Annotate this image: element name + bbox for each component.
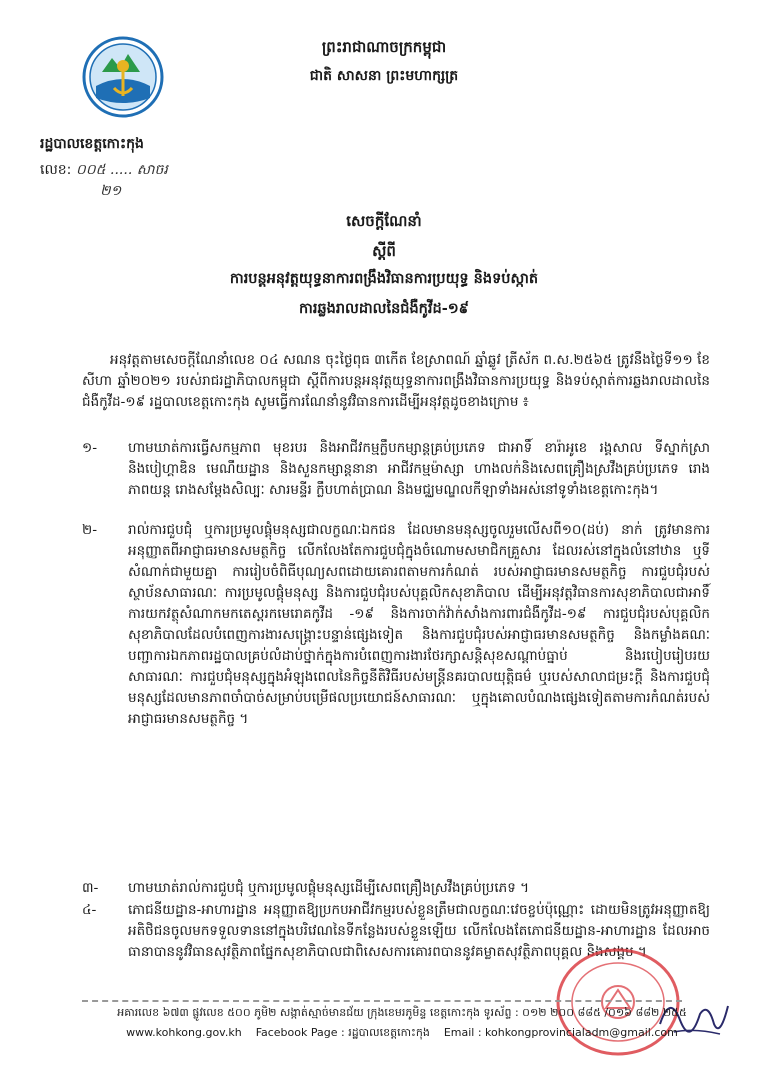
kingdom-title: ព្រះរាជាណាចក្រកម្ពុជា <box>321 38 447 56</box>
item-text: រាល់ការជួបជុំ ឬការប្រមូលផ្តុំមនុស្សជាលក្ខណៈឯកជន ដែលមានមនុស្សចូលរួមលើសពី១០(ដប់) នាក់ ត្រូវមានការអនុញ្ញាតពីអាជ្ញាធរមានសមត្ថកិច្ច លើកលែងតែការជួបជុំក្នុងចំណោមសមាជិកគ្រួសារ ដែលរស់នៅក្នុងលំនៅឋាន ឬទីសំណាក់ជាមួយគ្នា ការរៀបចំពិធីបុណ្យសពដោយគោរពតាមការកំណត់ របស់អាជ្ញាធរមានសមត្ថកិច្ច ការជួបជុំរបស់ស្ថាប័នសាធារណៈ ការប្រមូលផ្តុំមនុស្ស និងការជួបជុំរបស់បុគ្គលិកសុខាភិបាល ដើម្បីអនុវត្តវិធានការសុខាភិបាលជាអាទិ៍ការយកវត្ថុសំណាកមកតេស្តរកមេរោគកូវីដ -១៩ និងការចាក់វ៉ាក់សាំងការពារជំងឺកូវីដ-១៩ ការជួបជុំរបស់បុគ្គលិកសុខាភិបាលដែលបំពេញការងារសង្គ្រោះបន្ទាន់ផ្សេងទៀត និងការជួបជុំរបស់អាជ្ញាធរមានសមត្ថកិច្ច និងកម្លាំងគណៈបញ្ជាការឯកភាពរដ្ឋបាលគ្រប់លំដាប់ថ្នាក់ក្នុងការបំពេញការងារថែរក្សាសន្តិសុខសណ្តាប់ធ្នាប់ និងរបៀបរៀបរយសាធារណៈ ការជួបជុំមនុស្សក្នុងអំឡុងពេលនៃកិច្ចនីតិវិធីរបស់មន្ត្រីនគរបាលយុត្តិធម៌ ឬរបស់សាលាជម្រះក្តី និងការជួបជុំមនុស្សដែលមានភាពចាំបាច់សម្រាប់បម្រើផលប្រយោជន៍សាធារណៈ ឬក្នុងគោលបំណងផ្សេងទៀតតាមការកំណត់របស់អាជ្ញាធរមានសមត្ថកិច្ច ។ <box>128 522 710 727</box>
list-item <box>82 878 710 899</box>
reference-year: ២១ <box>100 183 122 199</box>
subject-line-2: ការឆ្លងរាលដាលនៃជំងឺកូវីដ-១៩ <box>299 301 469 317</box>
list-item <box>82 438 710 501</box>
item-number: ១- <box>82 440 98 456</box>
document-type: សេចក្តីណែនាំ <box>346 212 422 230</box>
footer-divider <box>82 1000 682 1002</box>
subject-line-1: ការបន្តអនុវត្តយុទ្ធនាការពង្រឹងវិធានការប្រយុទ្ធ និងទប់ស្កាត់ <box>229 271 539 287</box>
item-text: ភោជនីយដ្ឋាន-អាហារដ្ឋាន អនុញ្ញាតឱ្យប្រកបអាជីវកម្មរបស់ខ្លួនត្រឹមជាលក្ខណៈវេចខ្ចប់ប៉ុណ្ណោះ ដោយមិនត្រូវអនុញ្ញាតឱ្យអតិថិជនចូលមកទទួលទាននៅក្នុងបរិវេណនៃទីកន្លែងរបស់ខ្លួនឡើយ លើកលែងតែភោជនីយដ្ឋាន-អាហារដ្ឋាន ដែលអាចធានាបាននូវវិធានសុវត្ថិភាពផ្នែកសុខាភិបាលជាពិសេសការគោរពបាននូវគម្លាតសុវត្ថិភាពបុគ្គល និងសង្គម ។ <box>128 902 710 960</box>
provincial-logo <box>82 36 164 118</box>
footer-website[interactable]: www.kohkong.gov.kh <box>126 1026 242 1039</box>
footer-address: អគារលេខ ៦៧៣ ផ្លូវលេខ ៥០០ ភូមិ២ សង្កាត់ស្មាច់មានជ័យ ក្រុងខេមរភូមិន្ទ ខេត្តកោះកុង ទូរស័ព្ទ : ០១២ ២០០ ៨៨៥ /០១៦ ៨៨២ ២៥៥ <box>117 1006 687 1019</box>
footer-email[interactable]: Email : kohkongprovincialadm@gmail.com <box>443 1026 678 1039</box>
item-number: ២- <box>82 522 98 538</box>
reference-number <box>40 160 168 202</box>
about-label: ស្តីពី <box>372 242 396 260</box>
item-text: ហាមឃាត់ការធ្វើសកម្មភាព មុខរបរ និងអាជីវកម្មក្លឹបកម្សាន្តគ្រប់ប្រភេទ ជាអាទិ៍ ខារ៉ាអូខេ រង្គសាល ទីស្នាក់ស្រា និងបៀហ្គាឌិន មេណឹយដ្ឋាន និងសួនកម្សាន្តនានា អាជីវកម្មម៉ាស្សា ហាងលក់និងសេពគ្រឿងស្រវឹងគ្រប់ប្រភេទ រោងភាពយន្ត រោងសម្តែងសិល្បៈ សារមន្ទីរ ក្លឹបហាត់ប្រាណ និងមជ្ឈមណ្ឌលកីឡាទាំងអស់នៅទូទាំងខេត្តកោះកុង។ <box>128 440 710 498</box>
national-motto: ជាតិ សាសនា ព្រះមហាក្សត្រ <box>309 68 459 84</box>
item-number: ៤- <box>82 902 97 918</box>
item-number: ៣- <box>82 880 99 896</box>
footer-contacts <box>82 1026 722 1042</box>
footer-facebook[interactable]: Facebook Page : រដ្ឋបាលខេត្តកោះកុង <box>255 1026 430 1039</box>
reference-label: លេខ: <box>40 162 72 178</box>
reference-value: ០០៥ ..... សាចរ <box>75 162 168 178</box>
list-item <box>82 520 710 730</box>
intro-paragraph: អនុវត្តតាមសេចក្តីណែនាំលេខ ០៤ សណន ចុះថ្ងៃពុធ ៣កើត ខែស្រាពណ៍ ឆ្នាំឆ្លូវ ត្រីស័ក ព.ស.២៥៦៥ ត្រូវនឹងថ្ងៃទី១១ ខែសីហា ឆ្នាំ២០២១ របស់រាជរដ្ឋាភិបាលកម្ពុជា ស្តីពីការបន្តអនុវត្តយុទ្ធនាការពង្រឹងវិធានការប្រយុទ្ធ និងទប់ស្កាត់ការឆ្លងរាលដាលនៃជំងឺកូវីដ-១៩ រដ្ឋបាលខេត្តកោះកុង សូមធ្វើការណែនាំនូវវិធានការដើម្បីអនុវត្តដូចខាងក្រោម ៖ <box>82 352 710 410</box>
item-text: ហាមឃាត់រាល់ការជួបជុំ ឬការប្រមូលផ្តុំមនុស្សដើម្បីសេពគ្រឿងស្រវឹងគ្រប់ប្រភេទ ។ <box>128 880 529 896</box>
issuing-authority: រដ្ឋបាលខេត្តកោះកុង <box>40 136 144 152</box>
